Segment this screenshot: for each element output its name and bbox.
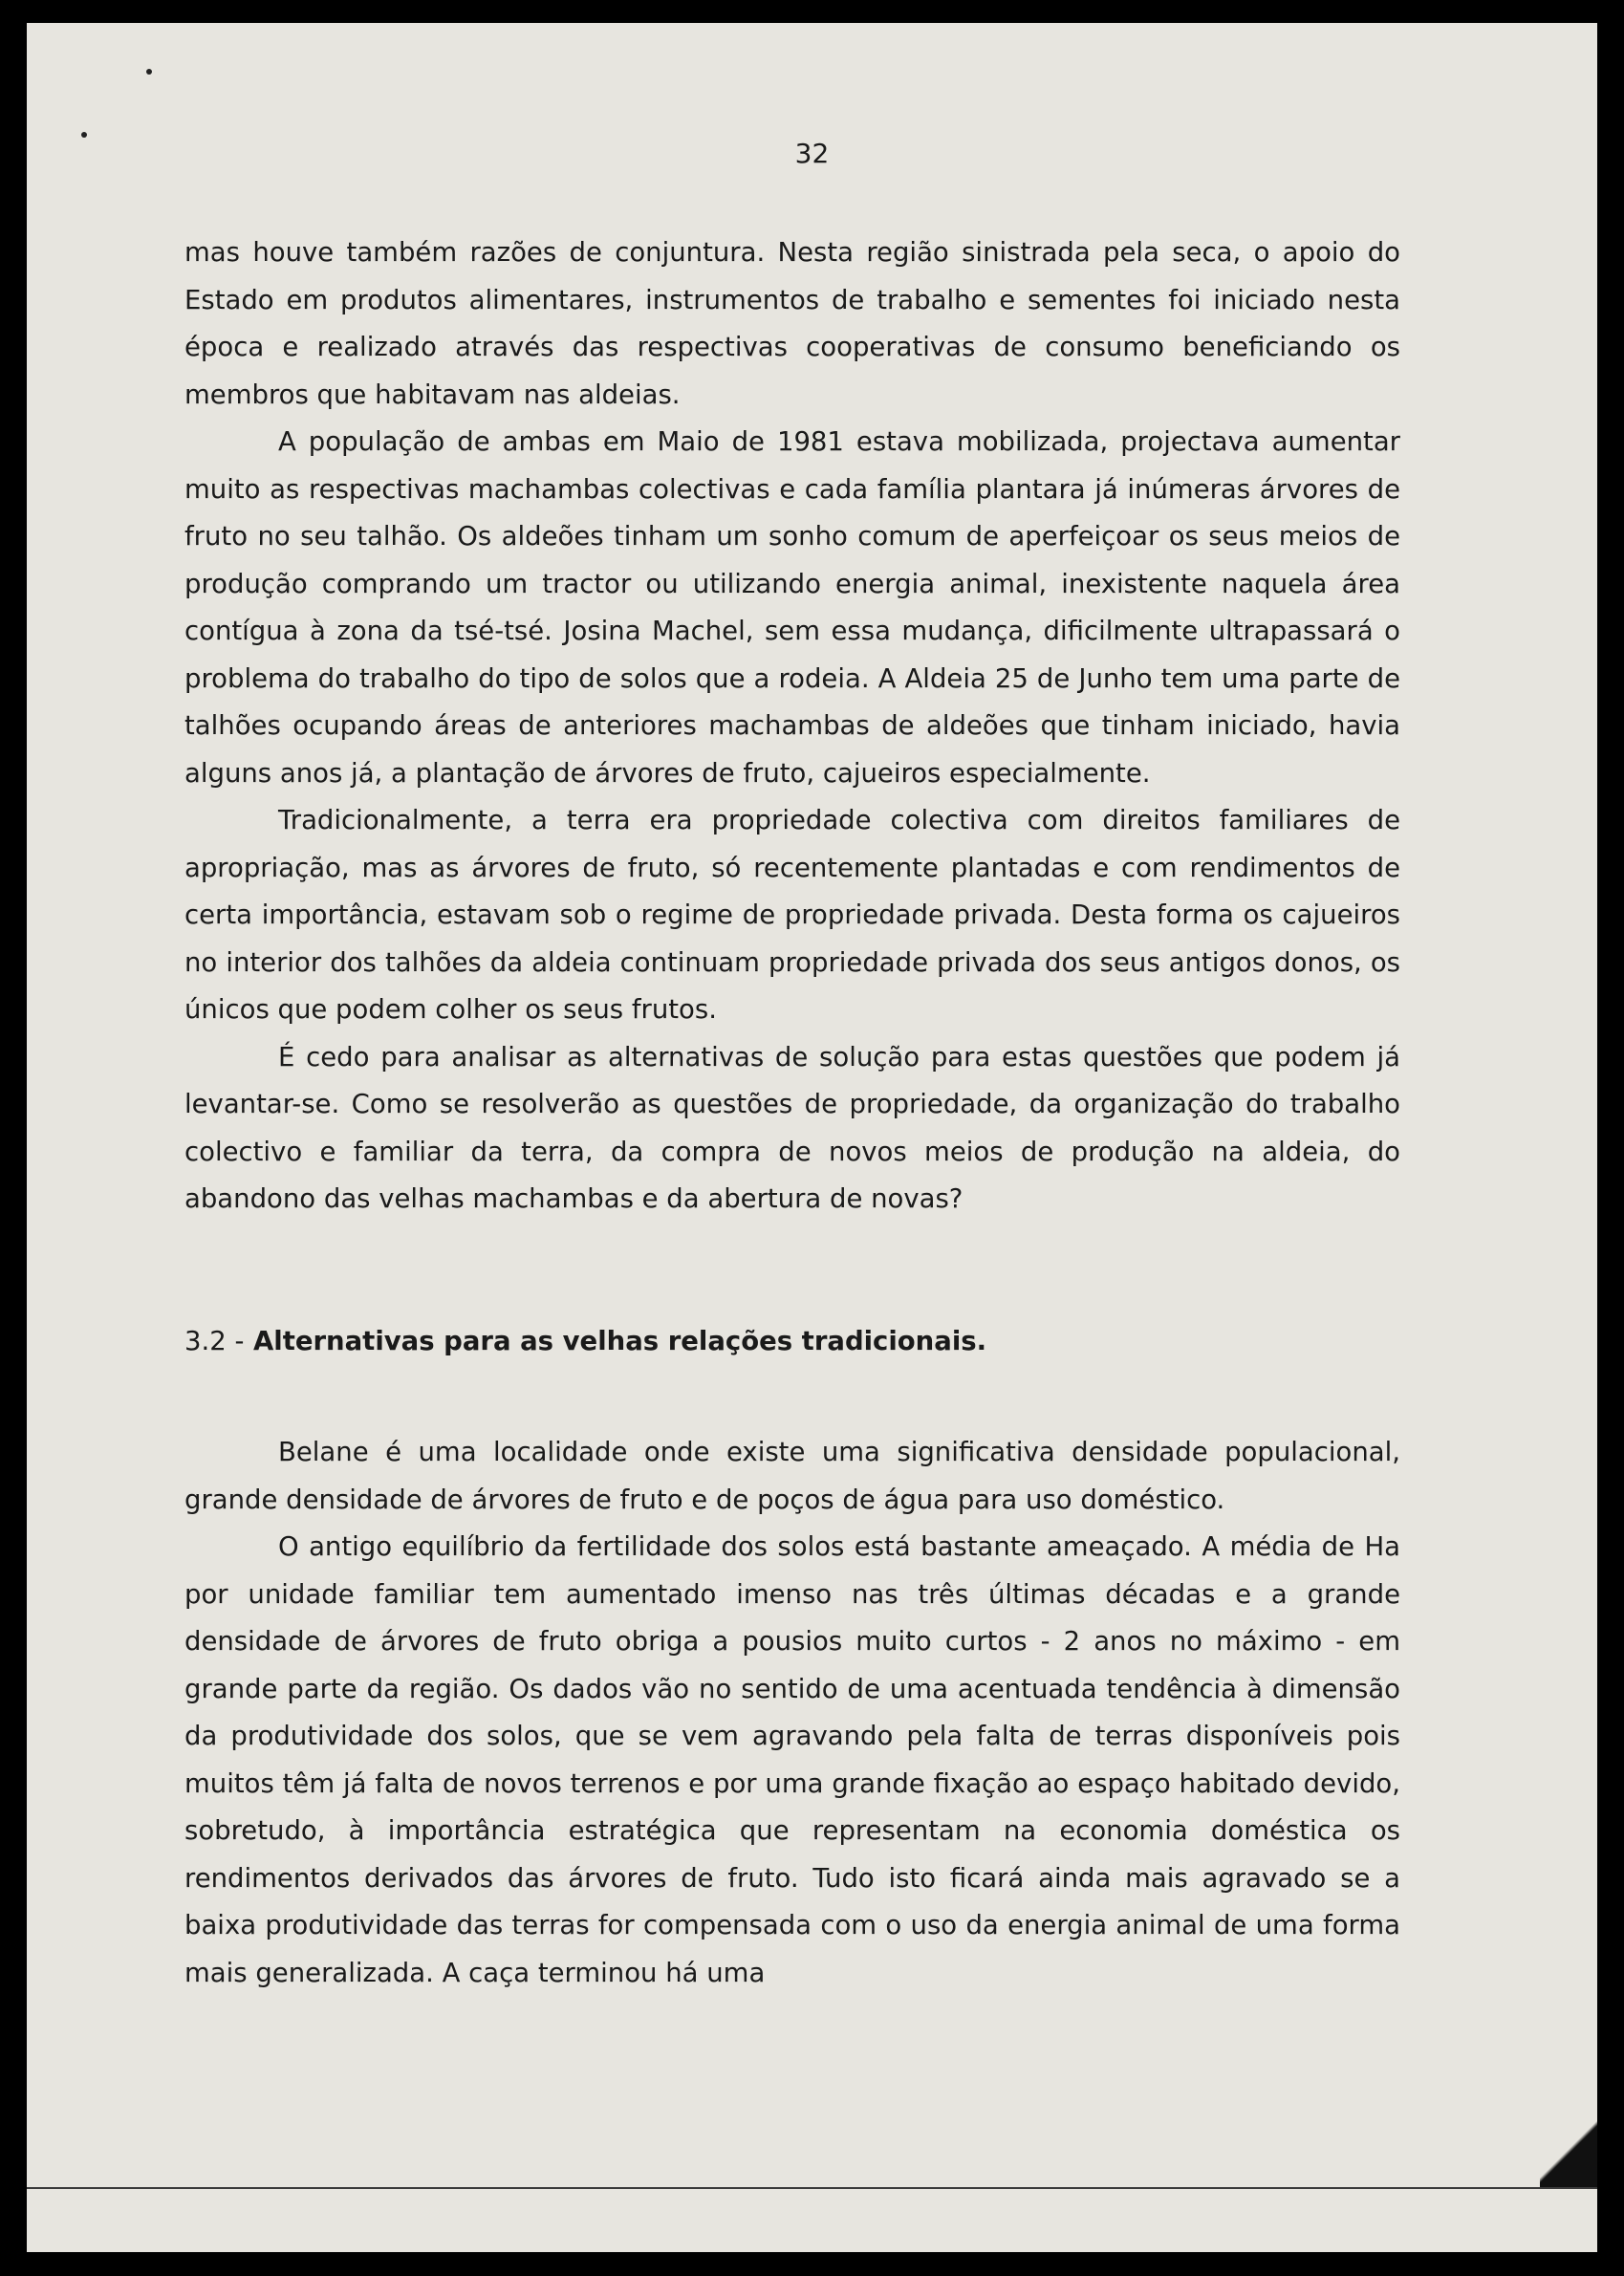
section-paragraph-1: Belane é uma localidade onde existe uma significativa densidade populacional, grande densidade de árvores de fruto e de poços de água para uso doméstico.	[184, 1437, 1400, 1515]
paragraph-4: É cedo para analisar as alternativas de solução para estas questões que podem já levantar-se. Como se resolverão as questões de propriedade, da organização do trabalho colectivo e familiar da terra, da compra de novos meios de produção na aldeia, do abandono das velhas machambas e da abertura de novas?	[184, 1041, 1400, 1214]
section-paragraph-2: O antigo equilíbrio da fertilidade dos solos está bastante ameaçado. A média de Ha por unidade familiar tem aumentado imenso nas três últimas décadas e a grande densidade de árvores de fruto obriga a pousios muito curtos - 2 anos no máximo - em grande parte da região. Os dados vão no sentido de uma acentuada tendência à dimensão da produtividade dos solos, que se vem agravando pela falta de terras disponíveis pois muitos têm já falta de novos terrenos e por uma grande fixação ao espaço habitado devido, sobretudo, à importância estratégica que representam na economia doméstica os rendimentos derivados das árvores de fruto. Tudo isto ficará ainda mais agravado se a baixa produtividade das terras for compensada com o uso da energia animal de uma forma mais generalizada. A caça terminou há uma	[184, 1531, 1400, 1988]
section-heading	[184, 1318, 1400, 1366]
paragraph-1: mas houve também razões de conjuntura. Nesta região sinistrada pela seca, o apoio do Estado em produtos alimentares, instrumentos de trabalho e sementes foi iniciado nesta época e realizado através das respectivas cooperativas de consumo beneficiando os membros que habitavam nas aldeias.	[184, 237, 1400, 410]
bottom-rule	[27, 2187, 1597, 2189]
section-title: Alternativas para as velhas relações tradicionais.	[252, 1325, 987, 1356]
paragraph-2: A população de ambas em Maio de 1981 estava mobilizada, projectava aumentar muito as respectivas machambas colectivas e cada família plantara já inúmeras árvores de fruto no seu talhão. Os aldeões tinham um sonho comum de aperfeiçoar os seus meios de produção comprando um tractor ou utilizando energia animal, inexistente naquela área contígua à zona da tsé-tsé. Josina Machel, sem essa mudança, dificilmente ultrapassará o problema do trabalho do tipo de solos que a rodeia. A Aldeia 25 de Junho tem uma parte de talhões ocupando áreas de anteriores machambas de aldeões que tinham iniciado, havia alguns anos já, a plantação de árvores de fruto, cajueiros especialmente.	[184, 426, 1400, 789]
document-body	[184, 229, 1400, 1997]
paragraph-3: Tradicionalmente, a terra era propriedade colectiva com direitos familiares de apropriação, mas as árvores de fruto, só recentemente plantadas e com rendimentos de certa importância, estavam sob o regime de propriedade privada. Desta forma os cajueiros no interior dos talhões da aldeia continuam propriedade privada dos seus antigos donos, os únicos que podem colher os seus frutos.	[184, 805, 1400, 1025]
page-corner-shadow	[1540, 2116, 1597, 2187]
scan-speck	[146, 69, 152, 75]
page-number: 32	[794, 138, 830, 169]
section-number: 3.2 -	[184, 1325, 245, 1356]
document-page	[27, 23, 1597, 2252]
